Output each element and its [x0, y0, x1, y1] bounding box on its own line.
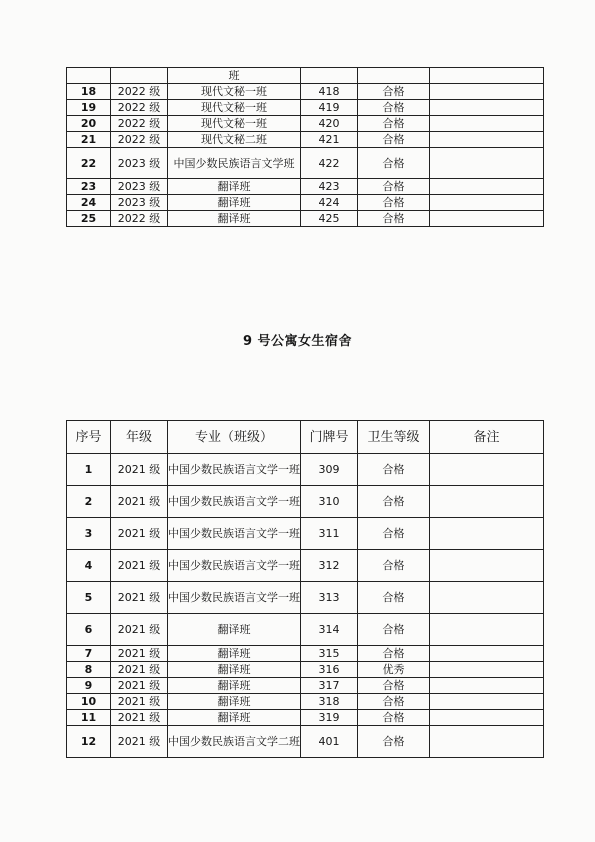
grade-cell: 2021 级 [111, 662, 168, 678]
room-cell: 318 [301, 694, 358, 710]
serial-cell: 21 [67, 132, 111, 148]
rating-cell: 合格 [358, 550, 430, 582]
grade-cell: 2022 级 [111, 84, 168, 100]
note-cell [430, 116, 544, 132]
serial-cell: 7 [67, 646, 111, 662]
room-cell: 317 [301, 678, 358, 694]
table-row [67, 694, 544, 710]
rating-cell: 合格 [358, 678, 430, 694]
rating-cell: 合格 [358, 148, 430, 179]
serial-cell [67, 68, 111, 84]
note-cell [430, 195, 544, 211]
note-cell [430, 486, 544, 518]
rating-cell: 合格 [358, 195, 430, 211]
room-cell: 419 [301, 100, 358, 116]
table-row [67, 726, 544, 758]
note-cell [430, 694, 544, 710]
table-row [67, 84, 544, 100]
header-note: 备注 [430, 421, 544, 454]
grade-cell: 2023 级 [111, 148, 168, 179]
major-cell: 中国少数民族语言文学班 [168, 148, 301, 179]
room-cell: 312 [301, 550, 358, 582]
grade-cell: 2021 级 [111, 550, 168, 582]
serial-cell: 22 [67, 148, 111, 179]
note-cell [430, 68, 544, 84]
table-row [67, 68, 544, 84]
table-row [67, 100, 544, 116]
major-cell: 翻译班 [168, 662, 301, 678]
room-cell: 424 [301, 195, 358, 211]
rating-cell: 合格 [358, 454, 430, 486]
rating-cell: 合格 [358, 582, 430, 614]
grade-cell: 2021 级 [111, 694, 168, 710]
note-cell [430, 646, 544, 662]
major-cell: 现代文秘一班 [168, 84, 301, 100]
note-cell [430, 662, 544, 678]
note-cell [430, 726, 544, 758]
room-cell: 309 [301, 454, 358, 486]
table-row [67, 195, 544, 211]
table-row [67, 710, 544, 726]
note-cell [430, 518, 544, 550]
rating-cell: 合格 [358, 614, 430, 646]
table-row [67, 116, 544, 132]
note-cell [430, 550, 544, 582]
room-cell: 315 [301, 646, 358, 662]
room-cell: 311 [301, 518, 358, 550]
rating-cell: 合格 [358, 100, 430, 116]
rating-cell: 合格 [358, 116, 430, 132]
rating-cell: 合格 [358, 179, 430, 195]
grade-cell: 2021 级 [111, 486, 168, 518]
grade-cell: 2021 级 [111, 614, 168, 646]
table-header-row [67, 421, 544, 454]
grade-cell: 2022 级 [111, 211, 168, 227]
grade-cell: 2021 级 [111, 582, 168, 614]
table-row [67, 646, 544, 662]
rating-cell: 优秀 [358, 662, 430, 678]
table-row [67, 614, 544, 646]
grade-cell: 2021 级 [111, 518, 168, 550]
serial-cell: 3 [67, 518, 111, 550]
rating-cell: 合格 [358, 84, 430, 100]
room-cell: 313 [301, 582, 358, 614]
note-cell [430, 100, 544, 116]
room-cell: 422 [301, 148, 358, 179]
major-cell: 中国少数民族语言文学一班 [168, 582, 301, 614]
major-cell: 翻译班 [168, 710, 301, 726]
grade-cell: 2022 级 [111, 132, 168, 148]
room-cell: 319 [301, 710, 358, 726]
room-cell: 423 [301, 179, 358, 195]
room-cell: 401 [301, 726, 358, 758]
note-cell [430, 582, 544, 614]
major-cell: 中国少数民族语言文学一班 [168, 454, 301, 486]
rating-cell: 合格 [358, 132, 430, 148]
major-cell: 中国少数民族语言文学一班 [168, 518, 301, 550]
major-cell: 翻译班 [168, 179, 301, 195]
rating-cell: 合格 [358, 486, 430, 518]
header-serial: 序号 [67, 421, 111, 454]
grade-cell: 2021 级 [111, 710, 168, 726]
serial-cell: 20 [67, 116, 111, 132]
major-cell: 现代文秘一班 [168, 100, 301, 116]
major-cell: 中国少数民族语言文学一班 [168, 486, 301, 518]
table-row [67, 662, 544, 678]
major-cell: 翻译班 [168, 614, 301, 646]
major-cell: 翻译班 [168, 211, 301, 227]
major-cell: 现代文秘一班 [168, 116, 301, 132]
room-cell: 420 [301, 116, 358, 132]
table-row [67, 678, 544, 694]
major-cell: 翻译班 [168, 195, 301, 211]
rating-cell: 合格 [358, 646, 430, 662]
serial-cell: 10 [67, 694, 111, 710]
note-cell [430, 710, 544, 726]
grade-cell: 2023 级 [111, 179, 168, 195]
table-row [67, 211, 544, 227]
note-cell [430, 454, 544, 486]
table-row [67, 486, 544, 518]
dormitory-table-continued [66, 67, 544, 227]
header-rating: 卫生等级 [358, 421, 430, 454]
dormitory-table [66, 420, 544, 758]
note-cell [430, 614, 544, 646]
rating-cell: 合格 [358, 694, 430, 710]
major-cell: 翻译班 [168, 646, 301, 662]
serial-cell: 19 [67, 100, 111, 116]
table-row [67, 518, 544, 550]
room-cell: 310 [301, 486, 358, 518]
header-major: 专业（班级） [168, 421, 301, 454]
serial-cell: 4 [67, 550, 111, 582]
table-row [67, 582, 544, 614]
major-cell: 现代文秘二班 [168, 132, 301, 148]
grade-cell: 2021 级 [111, 646, 168, 662]
serial-cell: 6 [67, 614, 111, 646]
major-cell: 翻译班 [168, 694, 301, 710]
table-row [67, 132, 544, 148]
room-cell: 316 [301, 662, 358, 678]
serial-cell: 9 [67, 678, 111, 694]
serial-cell: 8 [67, 662, 111, 678]
table-row [67, 148, 544, 179]
grade-cell [111, 68, 168, 84]
serial-cell: 24 [67, 195, 111, 211]
header-grade: 年级 [111, 421, 168, 454]
room-cell: 418 [301, 84, 358, 100]
grade-cell: 2021 级 [111, 454, 168, 486]
rating-cell: 合格 [358, 726, 430, 758]
serial-cell: 11 [67, 710, 111, 726]
note-cell [430, 132, 544, 148]
note-cell [430, 179, 544, 195]
major-cell: 中国少数民族语言文学二班 [168, 726, 301, 758]
table-row [67, 179, 544, 195]
major-cell: 班 [168, 68, 301, 84]
rating-cell: 合格 [358, 710, 430, 726]
serial-cell: 2 [67, 486, 111, 518]
header-room: 门牌号 [301, 421, 358, 454]
serial-cell: 5 [67, 582, 111, 614]
rating-cell: 合格 [358, 211, 430, 227]
rating-cell [358, 68, 430, 84]
note-cell [430, 84, 544, 100]
major-cell: 中国少数民族语言文学一班 [168, 550, 301, 582]
grade-cell: 2022 级 [111, 100, 168, 116]
table-row [67, 550, 544, 582]
room-cell: 314 [301, 614, 358, 646]
grade-cell: 2022 级 [111, 116, 168, 132]
grade-cell: 2021 级 [111, 678, 168, 694]
section-title: 9 号公寓女生宿舍 [242, 334, 353, 349]
serial-cell: 18 [67, 84, 111, 100]
note-cell [430, 211, 544, 227]
rating-cell: 合格 [358, 518, 430, 550]
serial-cell: 25 [67, 211, 111, 227]
grade-cell: 2023 级 [111, 195, 168, 211]
room-cell [301, 68, 358, 84]
room-cell: 421 [301, 132, 358, 148]
serial-cell: 1 [67, 454, 111, 486]
serial-cell: 23 [67, 179, 111, 195]
serial-cell: 12 [67, 726, 111, 758]
grade-cell: 2021 级 [111, 726, 168, 758]
table-row [67, 454, 544, 486]
note-cell [430, 148, 544, 179]
room-cell: 425 [301, 211, 358, 227]
major-cell: 翻译班 [168, 678, 301, 694]
note-cell [430, 678, 544, 694]
